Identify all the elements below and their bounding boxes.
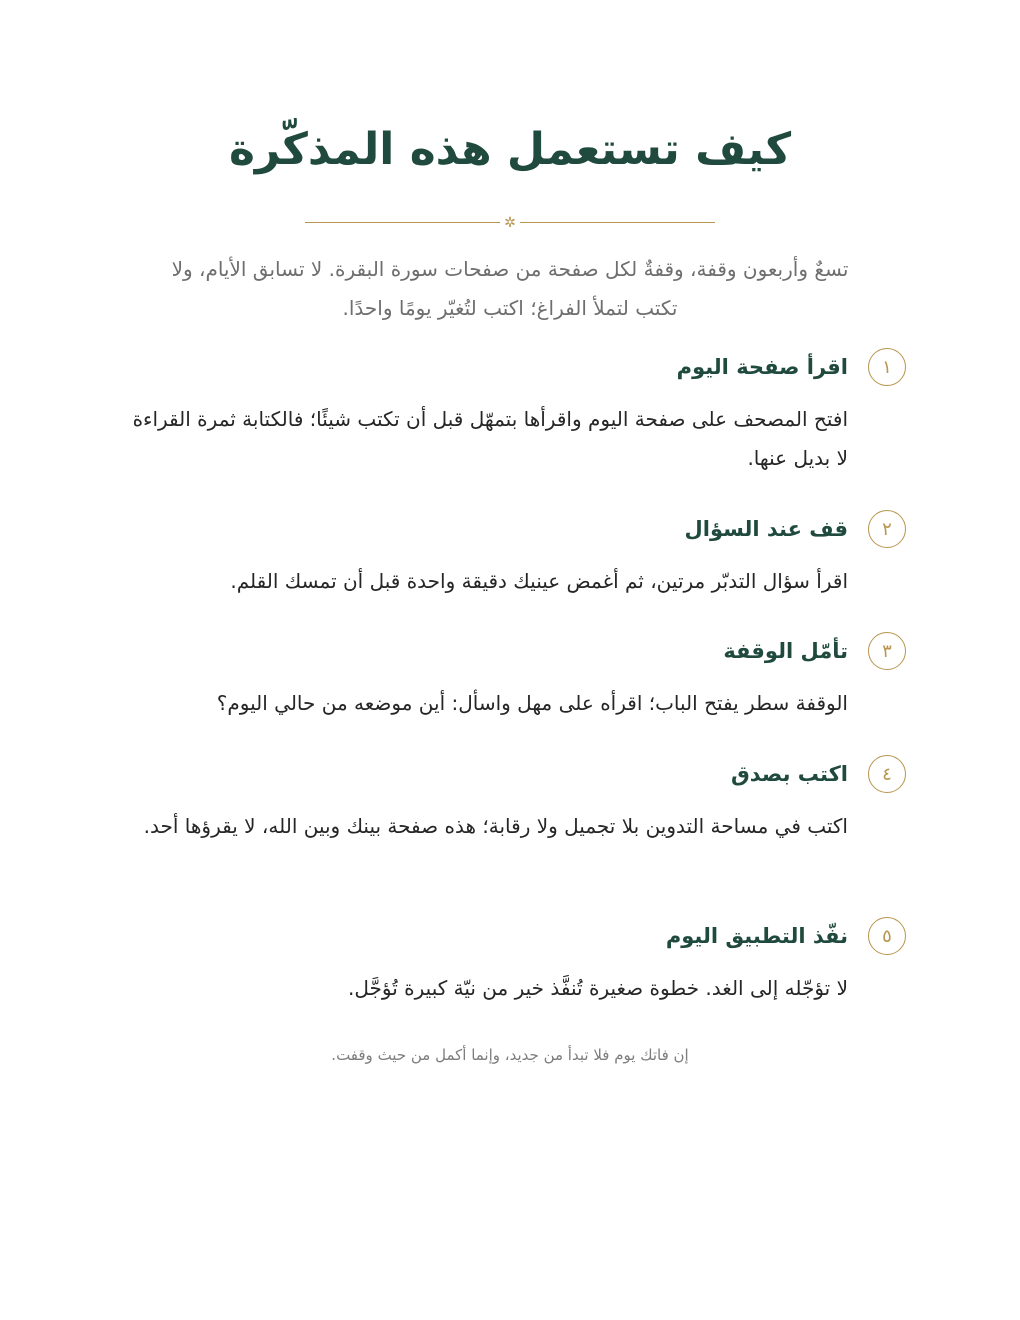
step-body: اقرأ سؤال التدبّر مرتين، ثم أغمض عينيك دقيقة واحدة قبل أن تمسك القلم. [230, 569, 848, 593]
step-number-badge: ٤ [868, 755, 906, 793]
star-ornament-icon: ✲ [504, 215, 516, 231]
step-number-badge: ١ [868, 348, 906, 386]
step-body: لا تؤجّله إلى الغد. خطوة صغيرة تُنفَّذ خير من نيّة كبيرة تُؤجَّل. [348, 976, 848, 1000]
intro-paragraph: تسعٌ وأربعون وقفة، وقفةٌ لكل صفحة من صفحات سورة البقرة. لا تسابق الأيام، ولا تكتب لتملأ الفراغ؛ اكتب لتُغيّر يومًا واحدًا. [171, 257, 849, 320]
page-title: كيف تستعمل هذه المذكّرة [228, 124, 792, 175]
step-title: قف عند السؤال [684, 517, 848, 541]
title-divider [305, 213, 715, 233]
step-body: الوقفة سطر يفتح الباب؛ اقرأه على مهل واسأل: أين موضعه من حالي اليوم؟ [216, 691, 848, 715]
divider-line-right [520, 222, 715, 223]
step-number-badge: ٢ [868, 510, 906, 548]
step-body: افتح المصحف على صفحة اليوم واقرأها بتمهّل قبل أن تكتب شيئًا؛ فالكتابة ثمرة القراءة لا بديل عنها. [132, 407, 848, 470]
step-title: تأمّل الوقفة [723, 639, 848, 663]
step-title: اكتب بصدق [730, 762, 848, 786]
step-number-badge: ٥ [868, 917, 906, 955]
step-body: اكتب في مساحة التدوين بلا تجميل ولا رقابة؛ هذه صفحة بينك وبين الله، لا يقرؤها أحد. [143, 814, 848, 838]
step-number-badge: ٣ [868, 632, 906, 670]
step-title: نفّذ التطبيق اليوم [665, 924, 848, 948]
divider-line-left [305, 222, 500, 223]
footer-note: إن فاتك يوم فلا تبدأ من جديد، وإنما أكمل من حيث وقفت. [331, 1046, 689, 1064]
step-title: اقرأ صفحة اليوم [676, 355, 848, 379]
